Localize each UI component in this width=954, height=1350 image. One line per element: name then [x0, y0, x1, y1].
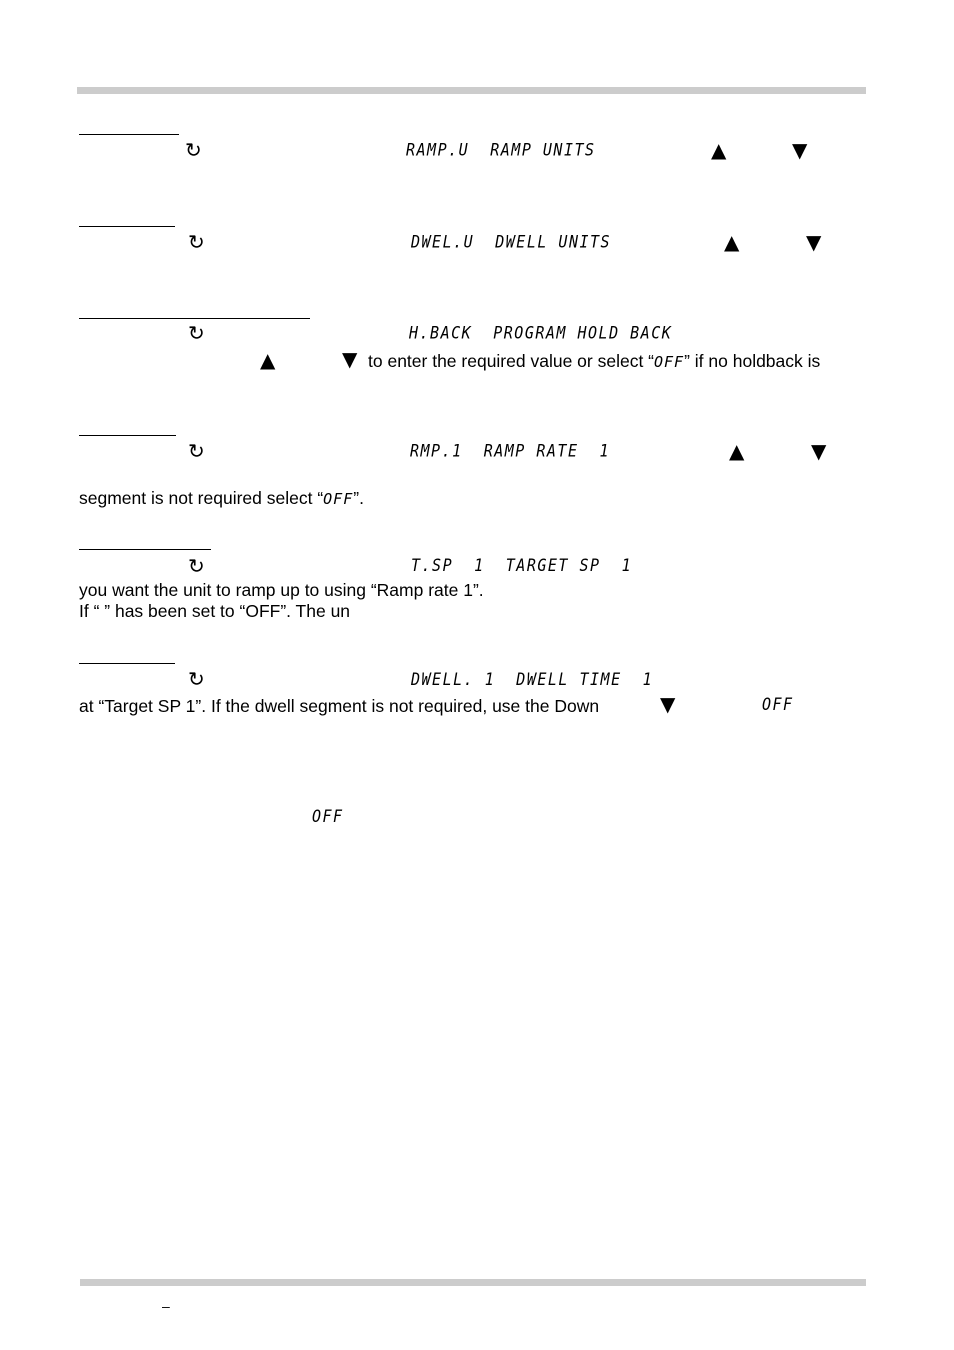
lcd-display-text: RMP.1 RAMP RATE 1	[410, 440, 611, 462]
dwell-time-note: at “Target SP 1”. If the dwell segment is not required, use the Down	[79, 696, 600, 716]
holdback-instruction: to enter the required value or select “OFF” if no holdback is	[368, 351, 821, 371]
up-arrow-icon: ▲	[724, 230, 740, 254]
section-heading-underline	[79, 435, 176, 436]
lcd-display-text: OFF	[312, 805, 344, 827]
up-arrow-icon: ▲	[711, 138, 727, 162]
lcd-inline-text: OFF	[323, 490, 354, 508]
up-arrow-icon: ▲	[729, 439, 745, 463]
cycle-icon: ↻	[188, 321, 205, 345]
lcd-inline-text: OFF	[654, 353, 685, 371]
target-sp-note-2: If “ ” has been set to “OFF”. The un	[79, 601, 351, 621]
down-arrow-icon: ▼	[792, 138, 808, 162]
cycle-icon: ↻	[188, 554, 205, 578]
lcd-display-text: H.BACK PROGRAM HOLD BACK	[409, 322, 673, 344]
section-heading-underline	[79, 226, 175, 227]
down-arrow-icon: ▼	[811, 439, 827, 463]
lcd-display-text: DWELL. 1 DWELL TIME 1	[411, 668, 654, 690]
down-arrow-icon: ▼	[806, 230, 822, 254]
ramp-rate-note: segment is not required select “OFF”.	[79, 488, 364, 508]
lcd-display-text: OFF	[762, 693, 794, 715]
section-heading-underline	[79, 663, 175, 664]
cycle-icon: ↻	[185, 138, 202, 162]
down-arrow-icon: ▼	[660, 692, 676, 716]
section-heading-underline	[79, 134, 179, 135]
section-heading-underline	[79, 318, 310, 319]
cycle-icon: ↻	[188, 439, 205, 463]
cycle-icon: ↻	[188, 667, 205, 691]
header-rule	[77, 87, 866, 94]
target-sp-note: you want the unit to ramp up to using “Ramp rate 1”.	[79, 580, 484, 600]
section-heading-underline	[79, 549, 211, 550]
cycle-icon: ↻	[188, 230, 205, 254]
down-arrow-icon: ▼	[342, 347, 358, 371]
lcd-display-text: T.SP 1 TARGET SP 1	[411, 554, 633, 576]
lcd-display-text: RAMP.U RAMP UNITS	[406, 139, 596, 161]
footer-rule	[80, 1279, 866, 1286]
up-arrow-icon: ▲	[260, 348, 276, 372]
footer-mark: –	[162, 1298, 170, 1314]
lcd-display-text: DWEL.U DWELL UNITS	[411, 231, 612, 253]
